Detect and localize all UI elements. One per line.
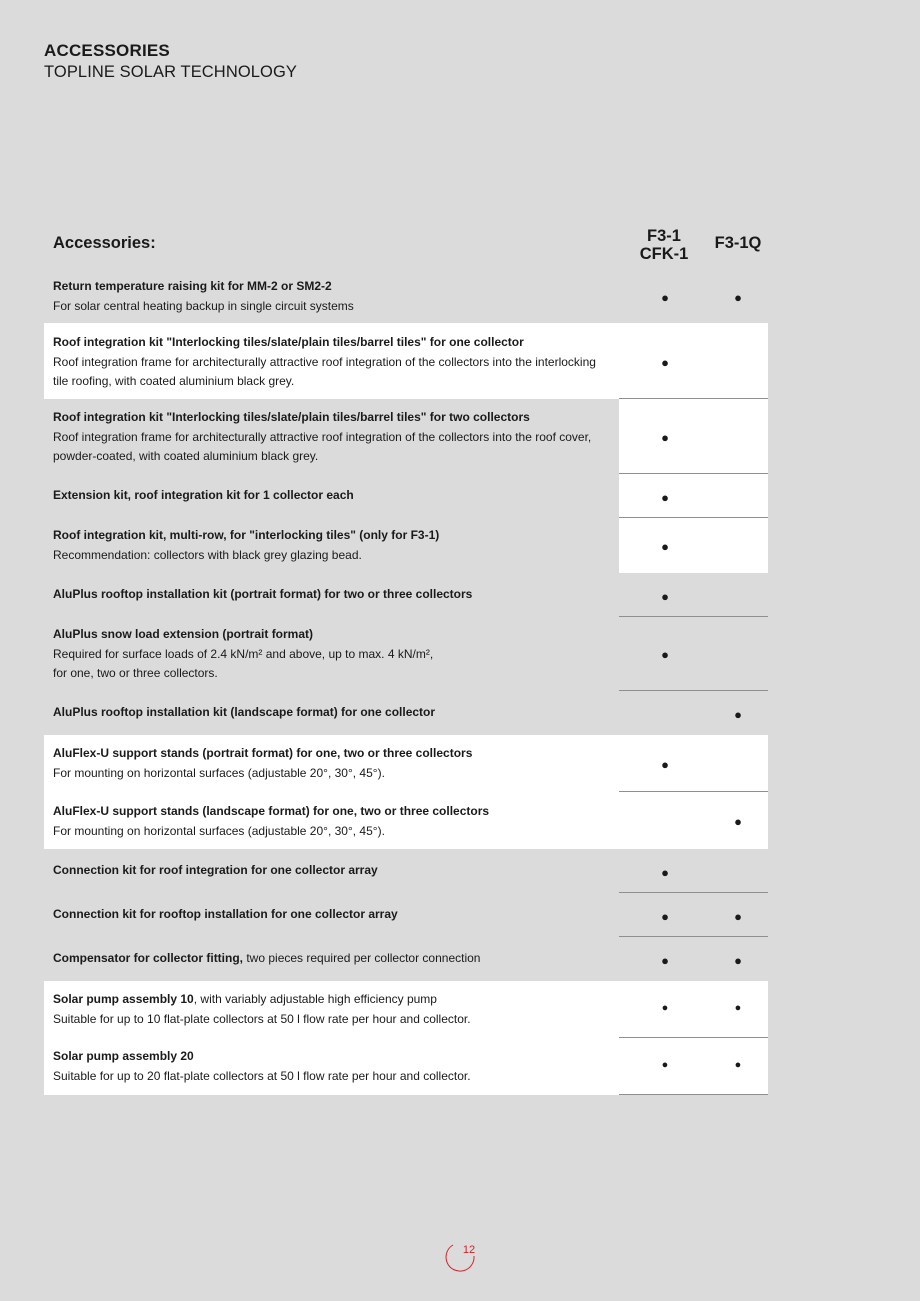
- table-row: [44, 937, 768, 981]
- row-description: [53, 703, 608, 723]
- table-header: [44, 220, 768, 270]
- bullet-f3-1q: ●: [734, 707, 742, 722]
- row-description: [53, 990, 608, 1029]
- row-title: Return temperature raising kit for MM-2 or SM2-2: [53, 279, 332, 293]
- row-title: AluPlus rooftop installation kit (landscape format) for one collector: [53, 705, 436, 719]
- row-title: AluPlus snow load extension (portrait format): [53, 627, 314, 641]
- row-title: Roof integration kit "Interlocking tiles/slate/plain tiles/barrel tiles" for two collectors: [53, 410, 530, 424]
- table-row: [44, 691, 768, 735]
- row-divider: [619, 1094, 768, 1095]
- page-header: [44, 40, 297, 83]
- bullet-f3-1q: ●: [734, 290, 742, 305]
- row-description: [53, 802, 608, 841]
- row-description: [53, 949, 608, 969]
- row-text: Roof integration frame for architecturally attractive roof integration of the collectors into the roof cover, powder-coated, with coated aluminium black grey.: [53, 429, 592, 463]
- row-description: [53, 408, 608, 467]
- row-text: For mounting on horizontal surfaces (adjustable 20°, 30°, 45°).: [53, 765, 385, 780]
- column-header-f3-1q: F3-1Q: [714, 234, 762, 252]
- row-title: Connection kit for rooftop installation for one collector array: [53, 907, 398, 921]
- bullet-f3-1: ●: [661, 589, 669, 604]
- bullet-f3-1: ●: [661, 539, 669, 554]
- row-description: [53, 333, 608, 392]
- table-row: [44, 323, 768, 399]
- row-title: Roof integration kit, multi-row, for "interlocking tiles" (only for F3-1): [53, 528, 440, 542]
- bullet-f3-1q: ●: [734, 814, 742, 829]
- row-text: Suitable for up to 10 flat-plate collectors at 50 l flow rate per hour and collector.: [53, 1011, 471, 1026]
- row-title: Extension kit, roof integration kit for 1 collector each: [53, 488, 354, 502]
- table-row: [44, 735, 768, 792]
- page-subtitle: TOPLINE SOLAR TECHNOLOGY: [44, 63, 298, 81]
- bullet-f3-1q: ●: [734, 1002, 742, 1014]
- row-title: Connection kit for roof integration for one collector array: [53, 863, 378, 877]
- bullet-f3-1: ●: [661, 647, 669, 662]
- row-title: Solar pump assembly 20: [53, 1049, 194, 1063]
- table-row: [44, 617, 768, 691]
- table-row: [44, 981, 768, 1038]
- row-text: For solar central heating backup in single circuit systems: [53, 298, 354, 313]
- row-title: Solar pump assembly 10: [53, 992, 194, 1006]
- column-header-f3-1: F3-1: [647, 227, 681, 245]
- page-number-badge: [443, 1242, 477, 1274]
- row-title: AluFlex-U support stands (landscape format) for one, two or three collectors: [53, 804, 490, 818]
- row-description: [53, 585, 608, 605]
- bullet-f3-1: ●: [661, 430, 669, 445]
- row-title: AluPlus rooftop installation kit (portrait format) for two or three collectors: [53, 587, 473, 601]
- cell-background: [619, 399, 768, 474]
- row-description: [53, 1047, 608, 1086]
- bullet-f3-1: ●: [661, 757, 669, 772]
- table-row: [44, 518, 768, 573]
- row-description: [53, 861, 608, 881]
- page-number: 12: [462, 1244, 476, 1256]
- table-row: [44, 893, 768, 937]
- row-text: For mounting on horizontal surfaces (adjustable 20°, 30°, 45°).: [53, 823, 385, 838]
- accessories-table: [44, 220, 768, 1095]
- row-description: [53, 625, 608, 684]
- table-row: [44, 270, 768, 323]
- column-header-f3-1-cfk-1: [619, 227, 709, 263]
- table-title: Accessories:: [53, 234, 156, 252]
- bullet-f3-1q: ●: [734, 909, 742, 924]
- bullet-f3-1: ●: [661, 290, 669, 305]
- bullet-f3-1: ●: [661, 355, 669, 370]
- table-row: [44, 792, 768, 849]
- row-description: [53, 486, 608, 506]
- row-title: AluFlex-U support stands (portrait format) for one, two or three collectors: [53, 746, 473, 760]
- cell-background: [619, 518, 768, 573]
- row-text: Recommendation: collectors with black grey glazing bead.: [53, 547, 362, 562]
- cell-background: [619, 474, 768, 518]
- row-text: , with variably adjustable high efficiency pump: [193, 992, 437, 1006]
- row-title: Compensator for collector fitting,: [53, 951, 244, 965]
- row-text: Required for surface loads of 2.4 kN/m² and above, up to max. 4 kN/m²,: [53, 646, 434, 661]
- table-row: [44, 573, 768, 617]
- bullet-f3-1: ●: [661, 953, 669, 968]
- row-text: Roof integration frame for architecturally attractive roof integration of the collectors into the interlocking tile roofing, with coated aluminium black grey.: [53, 354, 596, 388]
- bullet-f3-1: ●: [661, 909, 669, 924]
- column-header-cfk-1: CFK-1: [639, 245, 689, 263]
- table-row: [44, 474, 768, 518]
- row-text: two pieces required per collector connection: [243, 951, 481, 965]
- page-title: ACCESSORIES: [44, 41, 170, 60]
- row-text: for one, two or three collectors.: [53, 666, 218, 680]
- bullet-f3-1: ●: [661, 1059, 669, 1071]
- row-description: [53, 277, 608, 316]
- table-row: [44, 399, 768, 474]
- bullet-f3-1: ●: [661, 865, 669, 880]
- bullet-f3-1: ●: [661, 490, 669, 505]
- row-description: [53, 905, 608, 925]
- table-row: [44, 849, 768, 893]
- bullet-f3-1q: ●: [734, 1059, 742, 1071]
- table-row: [44, 1038, 768, 1095]
- row-text: Suitable for up to 20 flat-plate collectors at 50 l flow rate per hour and collector.: [53, 1068, 471, 1083]
- bullet-f3-1: ●: [661, 1002, 669, 1014]
- row-description: [53, 744, 608, 783]
- row-description: [53, 526, 608, 565]
- bullet-f3-1q: ●: [734, 953, 742, 968]
- row-title: Roof integration kit "Interlocking tiles/slate/plain tiles/barrel tiles" for one collector: [53, 335, 524, 349]
